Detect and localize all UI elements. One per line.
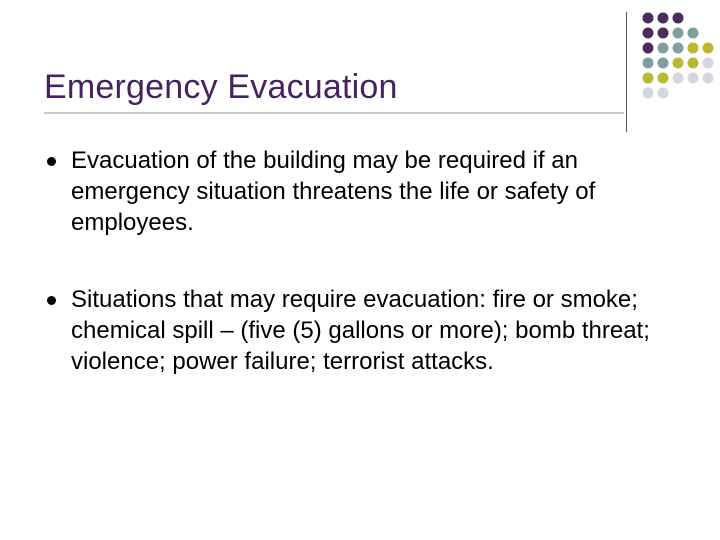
- decorative-dot: [643, 58, 654, 69]
- decorative-dot: [658, 43, 669, 54]
- decorative-dot: [658, 28, 669, 39]
- decorative-dot: [658, 73, 669, 84]
- bullet-list: [44, 145, 684, 377]
- vertical-accent-line: [626, 12, 627, 132]
- decorative-dot: [643, 28, 654, 39]
- decorative-dot: [658, 88, 669, 99]
- decorative-dot: [673, 73, 684, 84]
- bullet-dot-icon: [47, 157, 56, 166]
- slide-title: Emergency Evacuation: [44, 68, 398, 106]
- decorative-dot: [703, 43, 714, 54]
- decorative-dot: [703, 73, 714, 84]
- decorative-dot: [658, 58, 669, 69]
- decorative-dot: [688, 73, 699, 84]
- decorative-dot: [688, 28, 699, 39]
- bullet-dot-icon: [47, 296, 56, 305]
- decorative-dot: [643, 43, 654, 54]
- decorative-dot: [688, 43, 699, 54]
- decorative-dot: [643, 88, 654, 99]
- decorative-dot: [688, 58, 699, 69]
- bullet-text: Evacuation of the building may be required if an emergency situation threatens the life or safety of employees.: [71, 147, 596, 236]
- decorative-dot: [673, 13, 684, 24]
- decorative-dot: [673, 28, 684, 39]
- bullet-item: [44, 145, 684, 238]
- decorative-dot: [643, 73, 654, 84]
- bullet-text: Situations that may require evacuation: fire or smoke; chemical spill – (five (5) gallons or more); bomb threat; violence; power failure; terrorist attacks.: [71, 286, 650, 375]
- decorative-dot: [643, 13, 654, 24]
- decorative-dot: [703, 58, 714, 69]
- decorative-dot: [673, 58, 684, 69]
- dot-pattern-decoration: [641, 11, 720, 121]
- bullet-item: [44, 284, 684, 377]
- title-divider: [44, 112, 624, 114]
- decorative-dot: [658, 13, 669, 24]
- decorative-dot: [673, 43, 684, 54]
